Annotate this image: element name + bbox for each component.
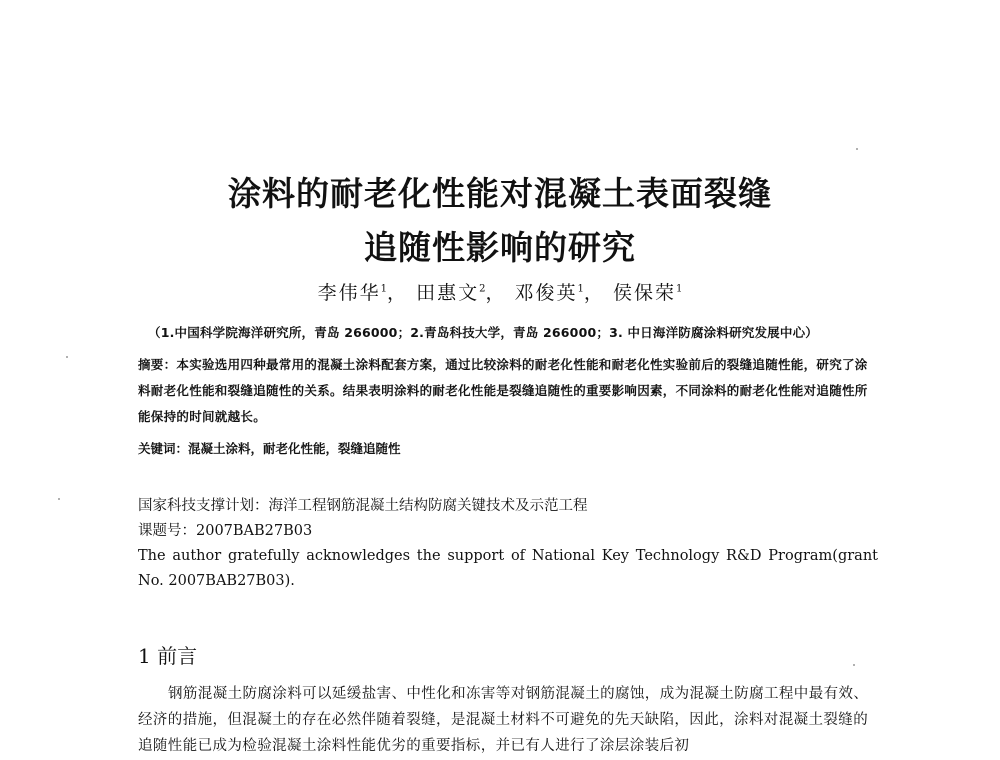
- author-affil-mark: 2: [479, 283, 486, 295]
- author-affil-mark: 1: [380, 283, 388, 295]
- abstract-label: 摘要：: [138, 357, 177, 372]
- scan-speck: [66, 356, 68, 358]
- funding-note: [138, 494, 878, 594]
- keywords: [138, 439, 878, 457]
- funding-grant: 课题号：2007BAB27B03: [138, 523, 313, 539]
- author-name: 侯保荣: [612, 282, 676, 304]
- author-affil-mark: 1: [676, 283, 683, 295]
- scan-speck: [856, 148, 858, 150]
- scan-speck: [58, 498, 60, 500]
- author-list: [0, 278, 1000, 305]
- keywords-label: 关键词：: [138, 441, 189, 456]
- funding-program: 国家科技支撑计划：海洋工程钢筋混凝土结构防腐关键技术及示范工程: [138, 498, 588, 514]
- keywords-text: 混凝土涂料，耐老化性能，裂缝追随性: [188, 441, 401, 456]
- body-paragraph-text: 钢筋混凝土防腐涂料可以延缓盐害、中性化和冻害等对钢筋混凝土的腐蚀，成为混凝土防腐工程中最有效、经济的措施，但混凝土的存在必然伴随着裂缝，是混凝土材料不可避免的先天缺陷，因此，涂料对混凝土裂缝的追随性能已成为检验混凝土涂料性能优劣的重要指标，并已有人进行了涂层涂装后初: [138, 686, 869, 754]
- title-line-1: 涂料的耐老化性能对混凝土表面裂缝: [228, 174, 772, 213]
- author-name: 邓俊英: [514, 282, 578, 304]
- author-separator: ，: [387, 282, 409, 304]
- abstract-text: 本实验选用四种最常用的混凝土涂料配套方案，通过比较涂料的耐老化性能和耐老化性实验前后的裂缝追随性能，研究了涂料耐老化性能和裂缝追随性的关系。结果表明涂料的耐老化性能是裂缝追随性的重要影响因素，不同涂料的耐老化性能对追随性所能保持的时间就越长。: [138, 357, 868, 424]
- section-heading: 1 前言: [138, 644, 198, 668]
- body-paragraph: [138, 681, 878, 759]
- funding-acknowledgement: The author gratefully acknowledges the support of National Key Technology R&D Program(grant No. 2007BAB27B03).: [138, 548, 878, 589]
- scan-speck: [853, 664, 855, 666]
- affiliations: （1.中国科学院海洋研究所，青岛 266000；2.青岛科技大学，青岛 266000；3. 中日海洋防腐涂料研究发展中心）: [148, 325, 818, 340]
- title-line-2: 追随性影响的研究: [364, 228, 636, 267]
- author-separator: ，: [583, 282, 605, 304]
- author-name: 李伟华: [317, 282, 381, 304]
- author-name: 田惠文: [416, 282, 480, 304]
- author-affil-mark: 1: [577, 283, 584, 295]
- author-separator: ，: [485, 282, 507, 304]
- abstract: [138, 352, 878, 430]
